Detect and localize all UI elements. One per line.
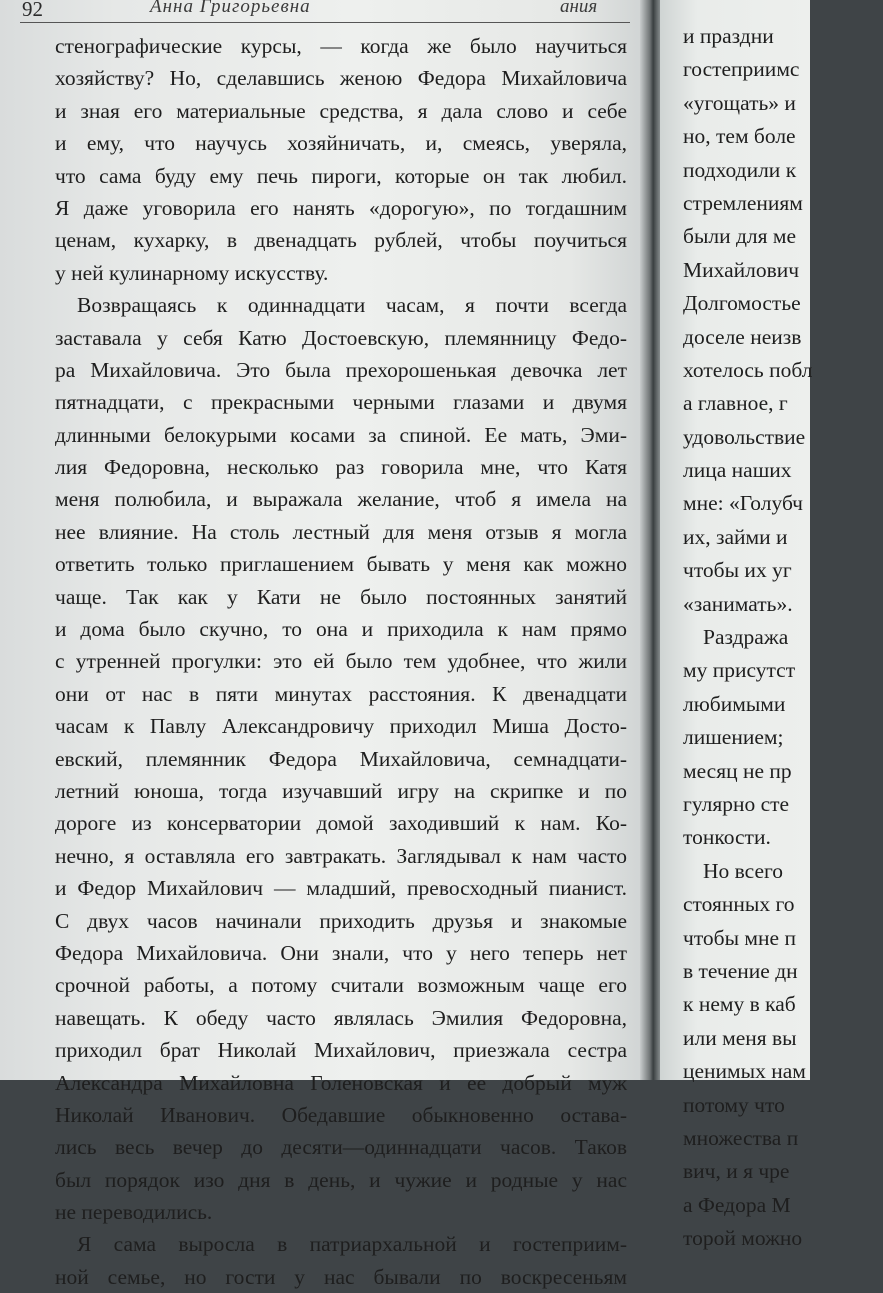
text-line: стремлениям (683, 190, 803, 215)
text-line: тонкости. (683, 825, 771, 850)
text-line: и ему, что научусь хозяйничать, и, смеясь, уверяла, (55, 131, 627, 156)
text-line: Александра Михайловна Голеновская и ее добрый муж (55, 1070, 627, 1095)
running-head-title-end: ания (560, 0, 598, 17)
text-line: ной семье, но гости у нас бывали по воскресеньям (55, 1264, 627, 1289)
text-line: торой можно (683, 1226, 803, 1251)
text-line: хозяйству? Но, сделавшись женою Федора Михайловича (55, 66, 627, 91)
text-line: у ней кулинарному искусству. (55, 260, 329, 285)
page-number: 92 (22, 0, 43, 21)
text-line: «угощать» и (683, 90, 796, 115)
text-line: не переводились. (55, 1200, 213, 1225)
text-line: заставала у себя Катю Достоевскую, племянницу Федо- (55, 325, 627, 350)
text-line: и дома было скучно, то она и приходила к нам прямо (55, 617, 627, 642)
text-line: лишением; (683, 725, 784, 750)
text-line: месяц не пр (683, 758, 792, 783)
text-line: чтобы мне п (683, 925, 796, 950)
text-line: вич, и я чре (683, 1159, 790, 1184)
text-line: или меня вы (683, 1025, 797, 1050)
text-line: и праздни (683, 24, 774, 48)
text-line: но, тем боле (683, 124, 796, 149)
text-line: часам к Павлу Александровичу приходил Миша Досто- (55, 714, 627, 739)
text-line: ответить только приглашением бывать у меня как можно (55, 552, 627, 577)
text-line: они от нас в пяти минутах расстояния. К двенадцати (55, 681, 627, 706)
text-line: лия Федоровна, несколько раз говорила мне, что Катя (55, 455, 627, 480)
text-line: Долгомостье (683, 291, 801, 316)
right-page (660, 0, 813, 1251)
book-gutter (640, 0, 662, 1080)
text-line: лись весь вечер до десяти—одиннадцати часов. Таков (55, 1135, 627, 1160)
text-line: с утренней прогулки: это ей было тем удобнее, что жили (55, 649, 627, 674)
text-line: срочной работы, а потому считали возможным чаще его (55, 973, 627, 998)
text-line: Я даже уговорила его нанять «дорогую», по тогдашним (55, 195, 627, 220)
text-line: их, займи и (683, 524, 788, 549)
text-line: стенографические курсы, — когда же было научиться (55, 34, 627, 58)
running-header (0, 0, 648, 26)
running-head-title: Анна Григорьевна (150, 0, 311, 17)
text-line: был порядок изо дня в день, и чужие и родные у нас (55, 1167, 627, 1192)
text-line: любимыми (683, 691, 786, 716)
text-line: дороге из консерватории домой заходивший к нам. Ко- (55, 811, 627, 836)
text-line: Возвращаясь к одиннадцати часам, я почти всегда (77, 293, 627, 318)
text-line: летний юноша, тогда изучавший игру на скрипке и по (55, 778, 627, 803)
text-line: нее влияние. На столь лестный для меня отзыв я могла (55, 519, 627, 544)
text-line: к нему в каб (683, 992, 796, 1017)
text-line: Михайлович (683, 257, 800, 282)
text-line: лица наших (683, 458, 792, 483)
text-line: множества п (683, 1125, 799, 1150)
text-line: Я сама выросла в патриархальной и гостеприим- (77, 1232, 627, 1257)
text-line: му присутст (683, 658, 796, 683)
text-line: Федора Михайловича. Они знали, что у него теперь нет (55, 940, 627, 965)
text-line: что сама буду ему печь пироги, которые он так любил. (55, 163, 627, 188)
text-line: длинными белокурыми косами за спиной. Ее мать, Эми- (55, 422, 627, 447)
text-line: стоянных го (683, 892, 795, 917)
text-line: ра Михайловича. Это была прехорошенькая девочка лет (55, 357, 627, 382)
text-line: гостеприимс (683, 57, 800, 82)
text-line: нечно, я оставляла его завтракать. Заглядывал к нам часто (55, 843, 627, 868)
text-line: ценимых нам (683, 1059, 806, 1084)
text-line: и зная его материальные средства, я дала слово и себе (55, 98, 627, 123)
right-page-text (683, 20, 883, 1255)
text-line: Раздража (703, 625, 789, 650)
text-line: и Федор Михайлович — младший, превосходный пианист. (55, 876, 627, 901)
text-line: приходил брат Николай Михайлович, приезжала сестра (55, 1038, 627, 1063)
text-line: потому что (683, 1092, 785, 1117)
text-line: меня полюбила, и выражала желание, чтоб я имела на (55, 487, 627, 512)
text-line: чтобы их уг (683, 558, 792, 583)
text-line: хотелось побл (683, 357, 813, 382)
text-line: удовольствие (683, 424, 806, 449)
text-line: подходили к (683, 157, 797, 182)
text-line: С двух часов начинали приходить друзья и знакомые (55, 908, 627, 933)
text-line: были для ме (683, 224, 797, 249)
text-line: доселе неизв (683, 324, 802, 349)
text-line: мне: «Голубч (683, 491, 803, 516)
text-line: гулярно сте (683, 791, 790, 816)
text-line: ценам, кухарку, в двенадцать рублей, чтобы поучиться (55, 228, 627, 253)
text-line: в течение дн (683, 958, 798, 983)
text-line: а главное, г (683, 391, 788, 416)
header-rule (20, 22, 630, 23)
text-line: Но всего (703, 858, 784, 883)
left-page-text (55, 30, 627, 1293)
text-line: Николай Иванович. Обедавшие обыкновенно остава- (55, 1102, 627, 1127)
text-line: а Федора М (683, 1192, 791, 1217)
text-line: евский, племянник Федора Михайловича, семнадцати- (55, 746, 627, 771)
text-line: «занимать». (683, 591, 793, 616)
text-line: пятнадцати, с прекрасными черными глазами и двумя (55, 390, 627, 415)
text-line: чаще. Так как у Кати не было постоянных занятий (55, 584, 627, 609)
text-line: навещать. К обеду часто являлась Эмилия Федоровна, (55, 1005, 627, 1030)
